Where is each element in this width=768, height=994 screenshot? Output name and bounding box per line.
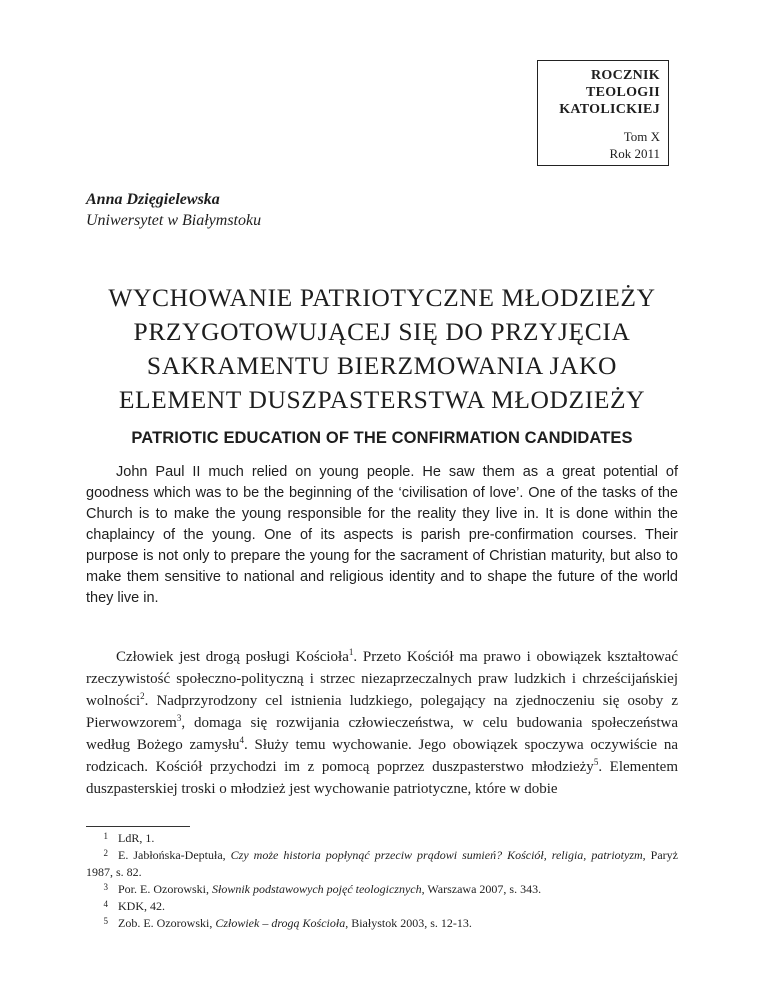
- journal-name-line: KATOLICKIEJ: [559, 102, 660, 117]
- footnote-ref: 3: [176, 713, 182, 723]
- journal-name: [538, 67, 660, 118]
- footnote-text: E. Jabłońska-Deptuła,: [118, 848, 231, 862]
- body-segment: . Przeto Kościół ma prawo i obowiązek kształtować rzeczywistość społeczno-polityczną i strzec niezaprzeczalnych praw ludzkich i chrześcijańskiej wolności: [86, 649, 678, 709]
- footnote-text: , Paryż 1987, s. 82.: [86, 848, 678, 879]
- title-line: SAKRAMENTU BIERZMOWANIA JAKO: [146, 351, 618, 380]
- english-title: PATRIOTIC EDUCATION OF THE CONFIRMATION CANDIDATES: [131, 429, 633, 447]
- abstract-text: John Paul II much relied on young people. He saw them as a great potential of goodness which was to be the beginning of the ‘civilisation of love’. One of the tasks of the Church is to make the young responsible for the reality they live in. It is done within the chaplaincy of the young. One of its aspects is parish pre-confirmation courses. Their purpose is not only to prepare the young for the sacrament of Christian maturity, but also to make them sensitive to national and religious identity and to shape the future of the world they live in.: [86, 464, 678, 606]
- footnote-title: Czy może historia popłynąć przeciw prądowi sumień? Kościół, religia, patriotyzm: [230, 848, 643, 862]
- body-segment: Człowiek jest drogą posługi Kościoła: [116, 649, 349, 665]
- footnote: 3 Por. E. Ozorowski, Słownik podstawowych pojęć teologicznych, Warszawa 2007, s. 343.: [103, 882, 542, 896]
- footnotes: [86, 830, 678, 932]
- footnote-ref: 1: [348, 647, 354, 657]
- journal-name-line: TEOLOGII: [586, 85, 660, 100]
- footnote-text: , Białystok 2003, s. 12-13.: [345, 916, 472, 930]
- journal-volume: Tom X: [623, 129, 660, 144]
- footnote: 1 LdR, 1.: [103, 831, 155, 845]
- title-line: WYCHOWANIE PATRIOTYCZNE MŁODZIEŻY: [108, 283, 656, 312]
- title-line: PRZYGOTOWUJĄCEJ SIĘ DO PRZYJĘCIA: [133, 317, 631, 346]
- footnote: 5 Zob. E. Ozorowski, Człowiek – drogą Kościoła, Białystok 2003, s. 12-13.: [103, 916, 472, 930]
- title-line: ELEMENT DUSZPASTERSTWA MŁODZIEŻY: [118, 385, 646, 414]
- abstract: [86, 462, 678, 609]
- author-block: [86, 189, 261, 231]
- journal-meta: [538, 128, 660, 162]
- footnote-title: Człowiek – drogą Kościoła: [215, 916, 346, 930]
- footnote-ref: 4: [239, 735, 244, 745]
- body-segment: . Służy temu wychowanie. Jego obowiązek spoczywa oczywiście na rodzicach. Kościół przychodzi im z pomocą poprzez duszpasterstwo młodzieży: [86, 737, 678, 775]
- footnote-ref: 5: [593, 757, 599, 767]
- footnote-divider: [86, 826, 190, 827]
- journal-header-box: [537, 60, 669, 166]
- footnote-text: LdR, 1.: [118, 831, 155, 845]
- body-segment: . Elementem duszpasterskiej troski o młodzież jest wychowanie patriotyczne, które w dobie: [86, 759, 678, 797]
- author-affiliation: Uniwersytet w Białymstoku: [86, 212, 262, 229]
- footnote-ref: 2: [140, 691, 145, 701]
- body-segment: , domaga się rozwijania człowieczeństwa, w celu budowania społeczeństwa według Bożego zamysłu: [86, 715, 678, 753]
- body-paragraph: [86, 646, 678, 800]
- body-segment: . Nadprzyrodzony cel istnienia ludzkiego, polegający na zjednoczeniu się osoby z Pierwowzorem: [86, 693, 678, 731]
- footnote: 2 E. Jabłońska-Deptuła, Czy może historia popłynąć przeciw prądowi sumień? Kościół, religia, patriotyzm, Paryż 1987, s. 82.: [86, 848, 678, 879]
- journal-year: Rok 2011: [609, 146, 660, 161]
- footnote-text: KDK, 42.: [118, 899, 165, 913]
- footnote-title: Słownik podstawowych pojęć teologicznych: [212, 882, 422, 896]
- footnote: 4 KDK, 42.: [103, 899, 165, 913]
- journal-name-line: ROCZNIK: [591, 68, 660, 83]
- body-text: [86, 646, 678, 800]
- footnote-text: , Warszawa 2007, s. 343.: [421, 882, 542, 896]
- footnote-text: Zob. E. Ozorowski,: [118, 916, 216, 930]
- footnote-text: Por. E. Ozorowski,: [118, 882, 212, 896]
- author-name: Anna Dzięgielewska: [86, 191, 220, 208]
- article-title: [86, 281, 678, 417]
